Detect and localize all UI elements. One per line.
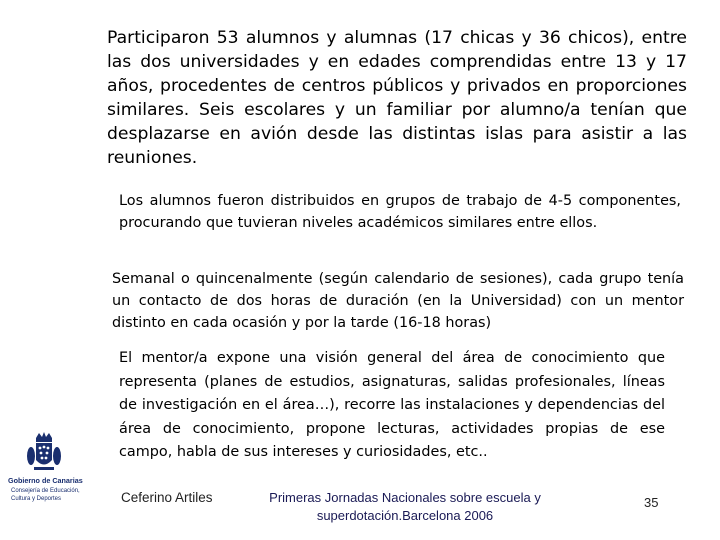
paragraph-schedule: Semanal o quincenalmente (según calendario de sesiones), cada grupo tenía un contacto de dos horas de duración (en la Universidad) con un mentor distinto en cada ocasión y por la tarde (16-18 horas) <box>112 271 684 331</box>
canary-islands-coat-of-arms-icon <box>26 432 62 474</box>
gobierno-canarias-logo <box>8 432 83 512</box>
logo-title: Gobierno de Canarias <box>8 476 83 485</box>
paragraph-participants: Participaron 53 alumnos y alumnas (17 chicas y 36 chicos), entre las dos universidades y en edades comprendidas entre 13 y 17 años, procedentes de centros públicos y privados en proporciones similares. Seis escolares y un familiar por alumno/a tenían que desplazarse en avión desde las distintas islas para asistir a las reuniones. <box>107 28 687 168</box>
footer-author: Ceferino Artiles <box>121 490 213 505</box>
paragraph-mentor: El mentor/a expone una visión general del área de conocimiento que representa (planes de estudios, asignaturas, salidas profesionales, líneas de investigación en el área…), recorre las instalaciones y dependencias del área de conocimiento, propone lecturas, actividades propias de ese campo, habla de sus intereses y curiosidades, etc.. <box>119 350 665 460</box>
paragraph-groups: Los alumnos fueron distribuidos en grupos de trabajo de 4-5 componentes, procurando que tuvieran niveles académicos similares entre ellos. <box>119 193 681 231</box>
page-number: 35 <box>644 495 659 510</box>
footer-event: Primeras Jornadas Nacionales sobre escuela y superdotación.Barcelona 2006 <box>269 490 541 523</box>
logo-subtitle: Consejería de Educación, Cultura y Deportes <box>11 488 80 502</box>
